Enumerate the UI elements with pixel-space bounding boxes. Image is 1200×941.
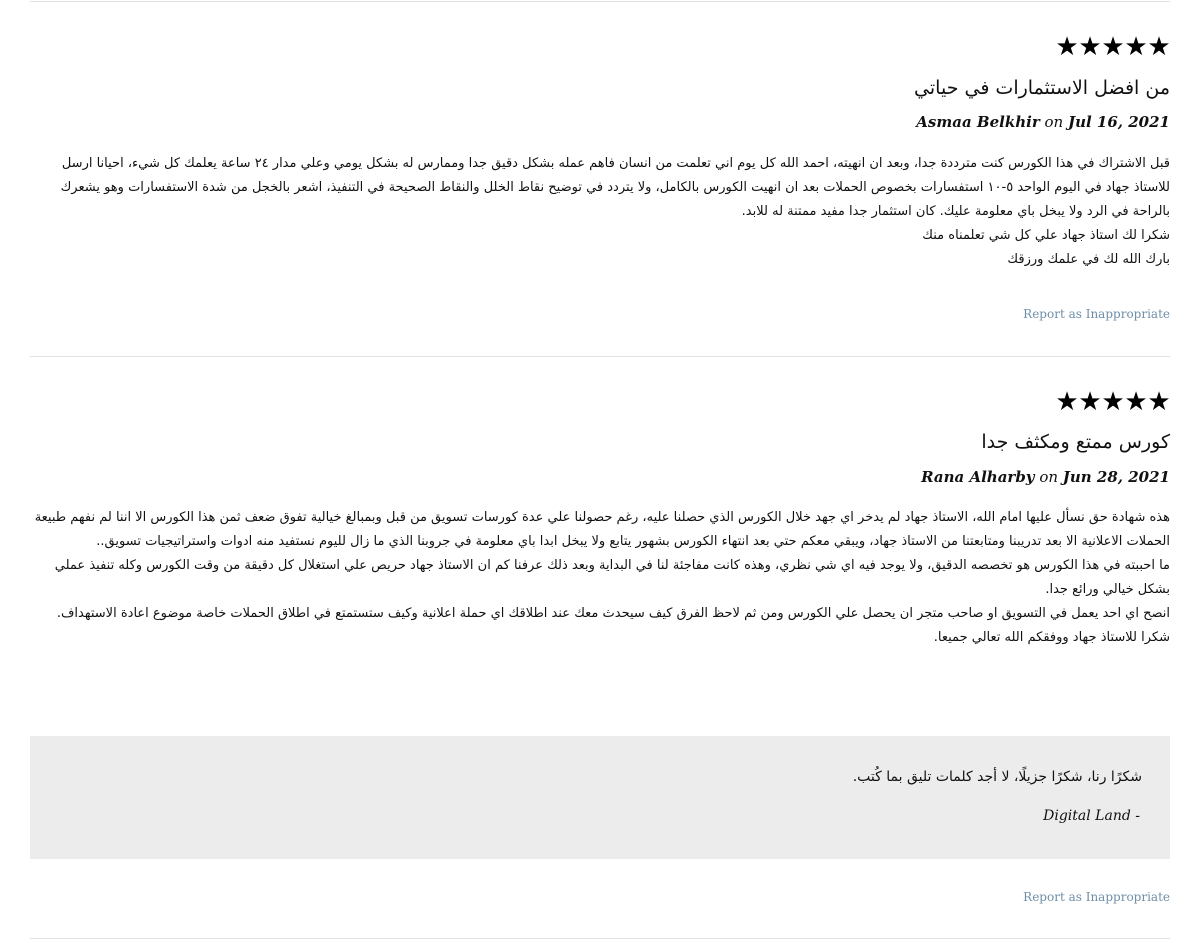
byline-on-text: on [1044,113,1064,131]
star-rating [1055,34,1170,60]
review-card [30,0,1170,356]
review-paragraph: انصح اي احد يعمل في التسويق او صاحب متجر ان يحصل علي الكورس ومن ثم لاحظ الفرق كيف سيحدث معك عند اطلاقك اي حملة اعلانية وكيف ستستمتع في اطلاق الحملات خاصة موضوع اعادة الاستهداف. [56,606,1170,621]
review-date: Jul 16, 2021 [1068,113,1170,131]
star-icon: ★ [1055,387,1078,417]
review-paragraph: شكرا للاستاذ جهاد ووفقكم الله تعالي جميعا. [933,630,1170,645]
review-paragraph: هذه شهادة حق نسأل عليها امام الله، الاستاذ جهاد لم يدخر اي جهد خلال الكورس الذي حصلنا عليه، رغم حصولنا علي عدة كورسات تسويق من قبل وبمبالغ خيالية تفوق ضعف ثمن هذا الكورس الا اننا لم نفهم طبيعة الحملات الاعلانية الا بعد تدريبنا ومتابعتنا من الاستاذ جهاد، ويبقي معكم حتي بعد انتهاء الكورس بشهور يتابع ولا يبخل ابدا باي معلومة في جروبنا الذي ما زال لليوم نستفيد منه ادوات واستراتيجيات تسويق.. [34,510,1170,549]
star-icon: ★ [1124,32,1147,62]
review-divider [30,938,1170,939]
review-paragraph: ما احببته في هذا الكورس هو تخصصه الدقيق، ولا يوجد فيه اي شي نظري، وهذه كانت مفاجئة لنا في البداية وبعد ذلك عرفنا كم ان الاستاذ جهاد حريص علي استغلال كل دقيقة من وقت الكورس وكله تنفيذ عملي بشكل خيالي ورائع جدا. [54,558,1170,597]
review-byline [916,112,1170,132]
review-date: Jun 28, 2021 [1062,468,1170,486]
review-paragraph: شكرا لك استاذ جهاد علي كل شي تعلمناه منك [922,228,1170,243]
review-author: Rana Alharby [921,468,1035,486]
star-icon: ★ [1147,32,1170,62]
star-icon: ★ [1101,387,1124,417]
star-icon: ★ [1055,32,1078,62]
review-author: Asmaa Belkhir [916,113,1040,131]
review-paragraph: بارك الله لك في علمك ورزقك [1007,252,1170,267]
review-card [30,357,1170,937]
star-icon: ★ [1124,387,1147,417]
reply-text: شكرًا رنا، شكرًا جزيلًا، لا أجد كلمات تليق بما كُتب. [852,769,1142,785]
review-title: من افضل الاستثمارات في حياتي [914,77,1170,99]
report-inappropriate-link[interactable]: Report as Inappropriate [1023,890,1170,904]
star-icon: ★ [1078,387,1101,417]
star-icon: ★ [1101,32,1124,62]
review-byline [921,467,1170,487]
seller-reply-box [30,736,1170,859]
review-paragraph: قبل الاشتراك في هذا الكورس كنت مترددة جدا، وبعد ان انهيته، احمد الله كل يوم اني تعلمت من انسان فاهم عمله بشكل دقيق جدا وممارس له بشكل يومي وعلي مدار ٢٤ ساعة يعلمك كل شيء، احيانا ارسل للاستاذ جهاد في اليوم الواحد ٥-١٠ استفسارات بخصوص الحملات بعد ان انهيت الكورس بالكامل، ولا يتردد في توضيح نقاط الخلل والنقاط الصحيحة في التنفيذ، اشعر بالخجل من شدة الاستفسارات وهو يشعرك بالراحة في الرد ولا يبخل باي معلومة عليك. كان استثمار جدا مفيد ممتنة له للابد. [60,156,1170,219]
review-title: كورس ممتع ومكثف جدا [981,431,1170,453]
reply-signature: Digital Land - [1043,808,1140,824]
review-body [30,152,1170,272]
review-body [30,506,1170,650]
report-inappropriate-link[interactable]: Report as Inappropriate [1023,307,1170,321]
star-rating [1055,389,1170,415]
star-icon: ★ [1147,387,1170,417]
byline-on-text: on [1039,468,1059,486]
star-icon: ★ [1078,32,1101,62]
